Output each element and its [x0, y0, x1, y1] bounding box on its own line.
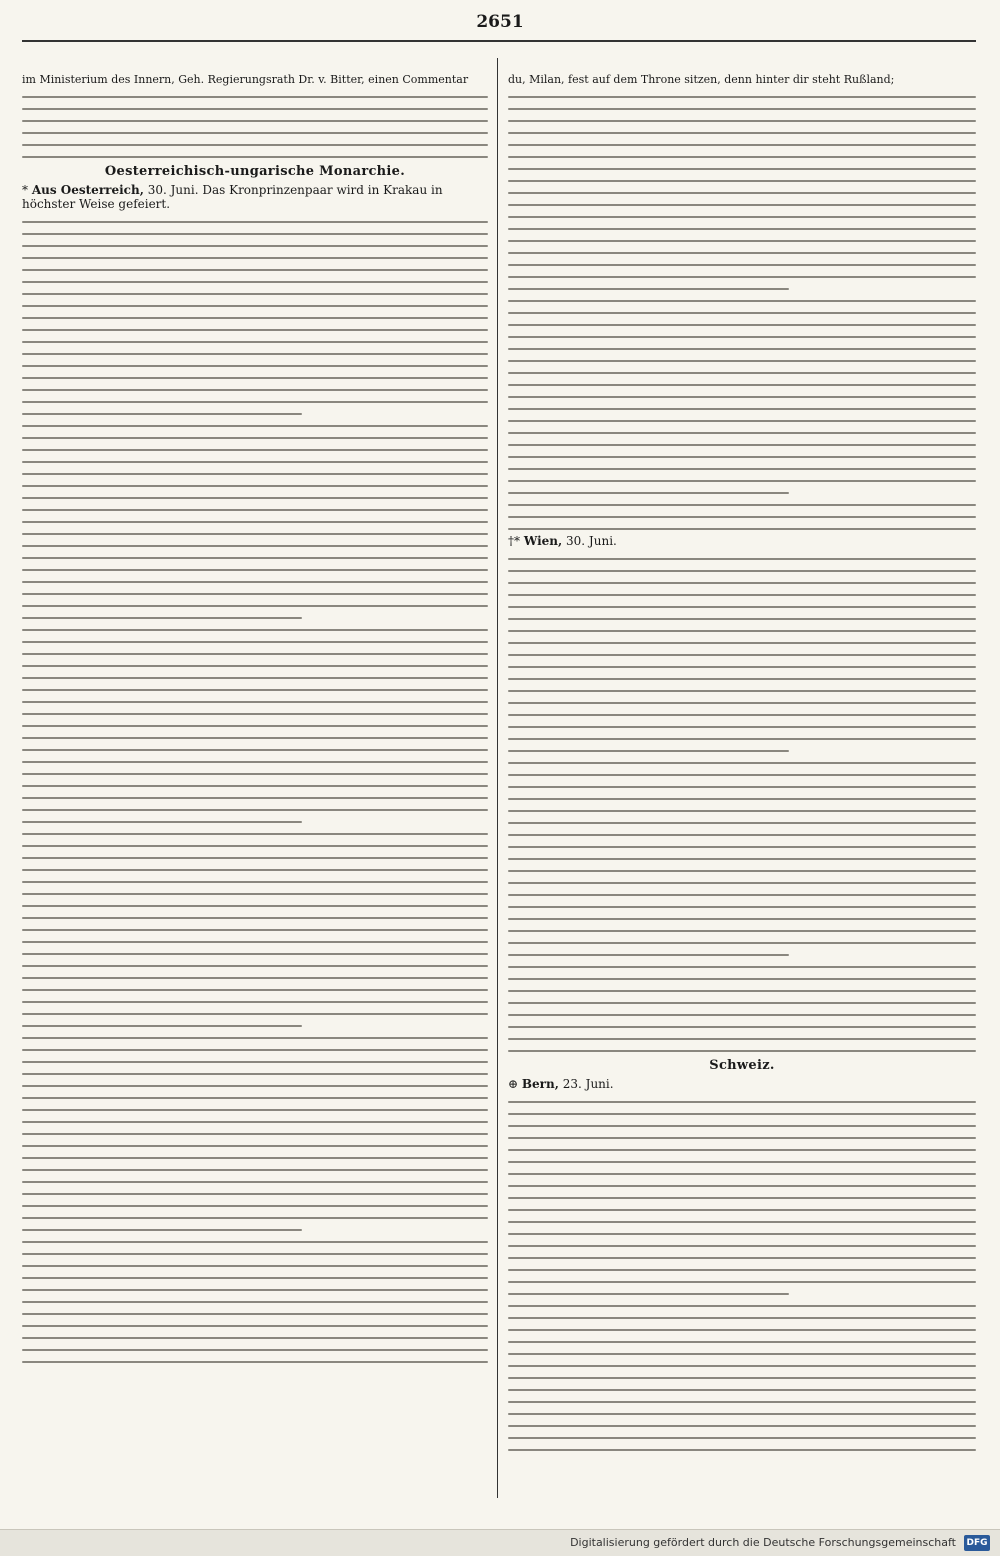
dateline-date: 30. Juni.: [566, 534, 617, 548]
right-text-block-3: [508, 1101, 976, 1451]
text-line: [508, 348, 976, 350]
column-divider: [497, 58, 498, 1498]
text-line: [22, 701, 488, 703]
text-line: [22, 797, 488, 799]
text-line: [22, 108, 488, 110]
text-line: [22, 1145, 488, 1147]
text-line: [22, 1229, 302, 1231]
text-line: [508, 1101, 976, 1103]
text-line: [508, 252, 976, 254]
dateline-opening: Das Kronprinzenpaar wird in Krakau in höchster Weise gefeiert.: [22, 183, 443, 211]
text-line: [22, 953, 488, 955]
text-line: [22, 132, 488, 134]
text-line: [508, 1014, 976, 1016]
text-line: [508, 204, 976, 206]
text-line: [508, 1329, 976, 1331]
text-line: [508, 942, 976, 944]
text-line: [508, 774, 976, 776]
text-line: [508, 1305, 976, 1307]
dateline-date: 30. Juni.: [147, 183, 199, 197]
right-text-block-1: [508, 96, 976, 530]
text-line: [508, 1125, 976, 1127]
right-column: [508, 70, 976, 1451]
text-line: [22, 605, 488, 607]
text-line: [22, 737, 488, 739]
text-line: [508, 1281, 976, 1283]
text-line: [22, 245, 488, 247]
dateline-bern: [508, 1077, 976, 1091]
text-line: [508, 324, 976, 326]
text-line: [508, 1449, 976, 1451]
text-line: [508, 618, 976, 620]
text-line: [22, 365, 488, 367]
text-line: [22, 785, 488, 787]
text-line: [508, 1293, 789, 1295]
text-line: [508, 894, 976, 896]
text-line: [508, 642, 976, 644]
text-line: [22, 569, 488, 571]
text-line: [22, 473, 488, 475]
text-line: [508, 432, 976, 434]
text-line: [22, 1085, 488, 1087]
text-line: [22, 461, 488, 463]
text-line: [508, 132, 976, 134]
text-line: [22, 677, 488, 679]
text-line: [508, 1353, 976, 1355]
dateline-place: Bern,: [521, 1077, 559, 1091]
footer-bar: [0, 1529, 1000, 1556]
text-line: [22, 821, 302, 823]
text-line: [508, 726, 976, 728]
text-line: [508, 276, 976, 278]
text-line: [22, 449, 488, 451]
text-line: [22, 1217, 488, 1219]
text-line: [22, 533, 488, 535]
text-line: [22, 761, 488, 763]
text-line: [22, 557, 488, 559]
text-line: [22, 1109, 488, 1111]
dateline-marker: ⊕: [508, 1077, 519, 1091]
text-line: [508, 444, 976, 446]
text-line: [22, 221, 488, 223]
text-line: [508, 492, 789, 494]
text-line: [22, 1361, 488, 1363]
section-heading-schweiz: Schweiz.: [709, 1058, 775, 1073]
text-line: [22, 917, 488, 919]
text-line: [508, 156, 976, 158]
text-line: [508, 762, 976, 764]
dateline-date: 23. Juni.: [562, 1077, 614, 1091]
text-line: [22, 1301, 488, 1303]
right-first-line: du, Milan, fest auf dem Throne sitzen, denn hinter dir steht Rußland;: [508, 73, 895, 86]
left-first-line: im Ministerium des Innern, Geh. Regierungsrath Dr. v. Bitter, einen Commentar: [22, 73, 469, 86]
text-line: [22, 329, 488, 331]
text-line: [22, 425, 488, 427]
text-line: [508, 336, 976, 338]
dateline-place: Aus Oesterreich,: [31, 183, 144, 197]
text-line: [22, 629, 488, 631]
text-line: [22, 809, 488, 811]
text-line: [508, 1401, 976, 1403]
text-line: [508, 144, 976, 146]
text-line: [508, 654, 976, 656]
text-line: [22, 1133, 488, 1135]
text-line: [22, 545, 488, 547]
text-line: [22, 96, 488, 98]
text-line: [22, 353, 488, 355]
text-line: [22, 120, 488, 122]
text-line: [22, 521, 488, 523]
text-line: [22, 1325, 488, 1327]
text-line: [508, 1038, 976, 1040]
text-line: [508, 396, 976, 398]
dateline-oesterreich: [22, 183, 488, 211]
text-line: [22, 144, 488, 146]
text-line: [22, 281, 488, 283]
text-line: [22, 665, 488, 667]
text-line: [508, 882, 976, 884]
text-line: [508, 978, 976, 980]
text-line: [508, 180, 976, 182]
text-line: [508, 822, 976, 824]
text-line: [508, 480, 976, 482]
text-line: [22, 293, 488, 295]
text-line: [508, 192, 976, 194]
text-line: [22, 845, 488, 847]
text-line: [508, 570, 976, 572]
text-line: [508, 870, 976, 872]
text-line: [508, 594, 976, 596]
text-line: [22, 881, 488, 883]
text-line: [22, 1169, 488, 1171]
text-line: [22, 1253, 488, 1255]
text-line: [508, 1197, 976, 1199]
text-line: [22, 965, 488, 967]
text-line: [508, 96, 976, 98]
text-line: [22, 1193, 488, 1195]
text-line: [508, 786, 976, 788]
text-line: [508, 1341, 976, 1343]
text-line: [22, 1013, 488, 1015]
text-line: [508, 630, 976, 632]
page-number: 2651: [476, 12, 524, 32]
text-line: [508, 216, 976, 218]
left-column: [22, 70, 488, 1363]
text-line: [22, 1061, 488, 1063]
text-line: [508, 1113, 976, 1115]
text-line: [508, 690, 976, 692]
dfg-logo: DFG: [964, 1535, 990, 1551]
text-line: [508, 750, 789, 752]
text-line: [508, 312, 976, 314]
section-heading-oesterreich: Oesterreichisch-ungarische Monarchie.: [104, 164, 406, 179]
text-line: [508, 120, 976, 122]
text-line: [508, 1233, 976, 1235]
text-line: [508, 990, 976, 992]
header-rule: [22, 40, 976, 42]
text-line: [508, 108, 976, 110]
text-line: [22, 581, 488, 583]
text-line: [22, 1349, 488, 1351]
text-line: [508, 558, 976, 560]
text-line: [22, 497, 488, 499]
text-line: [508, 714, 976, 716]
text-line: [508, 858, 976, 860]
text-line: [508, 228, 976, 230]
text-line: [22, 1073, 488, 1075]
text-line: [508, 1149, 976, 1151]
text-line: [508, 300, 976, 302]
text-line: [22, 869, 488, 871]
text-line: [508, 906, 976, 908]
text-line: [508, 240, 976, 242]
text-line: [22, 1181, 488, 1183]
dateline-marker: †*: [508, 534, 520, 548]
text-line: [508, 846, 976, 848]
text-line: [22, 857, 488, 859]
footer-credit: Digitalisierung gefördert durch die Deutsche Forschungsgemeinschaft: [570, 1536, 956, 1549]
text-line: [22, 1265, 488, 1267]
text-line: [22, 233, 488, 235]
text-line: [22, 833, 488, 835]
text-line: [508, 1269, 976, 1271]
text-line: [508, 738, 976, 740]
text-line: [508, 834, 976, 836]
text-line: [508, 420, 976, 422]
text-line: [22, 593, 488, 595]
text-line: [508, 468, 976, 470]
text-line: [22, 1157, 488, 1159]
text-line: [508, 360, 976, 362]
text-line: [22, 689, 488, 691]
text-line: [508, 1377, 976, 1379]
text-line: [22, 401, 488, 403]
text-line: [22, 1097, 488, 1099]
text-line: [22, 653, 488, 655]
text-line: [22, 389, 488, 391]
text-line: [508, 1002, 976, 1004]
left-text-block-1: [22, 96, 488, 158]
text-line: [508, 1026, 976, 1028]
text-line: [22, 725, 488, 727]
text-line: [508, 1437, 976, 1439]
text-line: [508, 1209, 976, 1211]
text-line: [22, 509, 488, 511]
text-line: [508, 1173, 976, 1175]
text-line: [508, 1245, 976, 1247]
text-line: [22, 257, 488, 259]
text-line: [22, 413, 302, 415]
text-line: [22, 437, 488, 439]
dateline-marker: *: [22, 183, 28, 197]
text-line: [22, 341, 488, 343]
text-line: [22, 905, 488, 907]
text-line: [22, 929, 488, 931]
text-line: [508, 666, 976, 668]
text-line: [22, 305, 488, 307]
text-line: [508, 408, 976, 410]
text-line: [508, 504, 976, 506]
text-line: [508, 1257, 976, 1259]
text-line: [508, 288, 789, 290]
text-line: [22, 1037, 488, 1039]
text-line: [508, 1389, 976, 1391]
text-line: [508, 954, 789, 956]
text-line: [22, 317, 488, 319]
text-line: [22, 941, 488, 943]
text-line: [22, 1001, 488, 1003]
text-line: [508, 264, 976, 266]
text-line: [508, 528, 976, 530]
text-line: [508, 1050, 976, 1052]
text-line: [508, 930, 976, 932]
text-line: [508, 1413, 976, 1415]
text-line: [508, 1221, 976, 1223]
text-line: [508, 1161, 976, 1163]
text-line: [508, 1317, 976, 1319]
text-line: [22, 156, 488, 158]
text-line: [508, 168, 976, 170]
text-line: [22, 617, 302, 619]
text-line: [22, 641, 488, 643]
text-line: [22, 269, 488, 271]
text-line: [22, 1025, 302, 1027]
text-line: [508, 582, 976, 584]
text-line: [22, 1337, 488, 1339]
text-line: [22, 1205, 488, 1207]
text-line: [22, 1241, 488, 1243]
text-line: [508, 1185, 976, 1187]
text-line: [508, 702, 976, 704]
text-line: [508, 384, 976, 386]
text-line: [508, 798, 976, 800]
text-line: [22, 1313, 488, 1315]
text-line: [508, 456, 976, 458]
text-line: [508, 1425, 976, 1427]
text-line: [22, 485, 488, 487]
text-line: [22, 1289, 488, 1291]
text-line: [508, 516, 976, 518]
text-line: [508, 918, 976, 920]
text-line: [22, 989, 488, 991]
text-line: [22, 1049, 488, 1051]
text-line: [508, 1137, 976, 1139]
text-line: [22, 713, 488, 715]
left-text-block-2: [22, 221, 488, 1363]
text-line: [22, 977, 488, 979]
text-line: [22, 377, 488, 379]
text-line: [508, 1365, 976, 1367]
text-line: [22, 1121, 488, 1123]
text-line: [508, 678, 976, 680]
text-line: [22, 1277, 488, 1279]
text-line: [508, 810, 976, 812]
text-line: [22, 893, 488, 895]
dateline-place: Wien,: [523, 534, 563, 548]
right-text-block-2: [508, 558, 976, 1052]
text-line: [22, 749, 488, 751]
text-line: [508, 966, 976, 968]
dateline-wien: [508, 534, 976, 548]
text-line: [508, 372, 976, 374]
text-line: [22, 773, 488, 775]
text-line: [508, 606, 976, 608]
